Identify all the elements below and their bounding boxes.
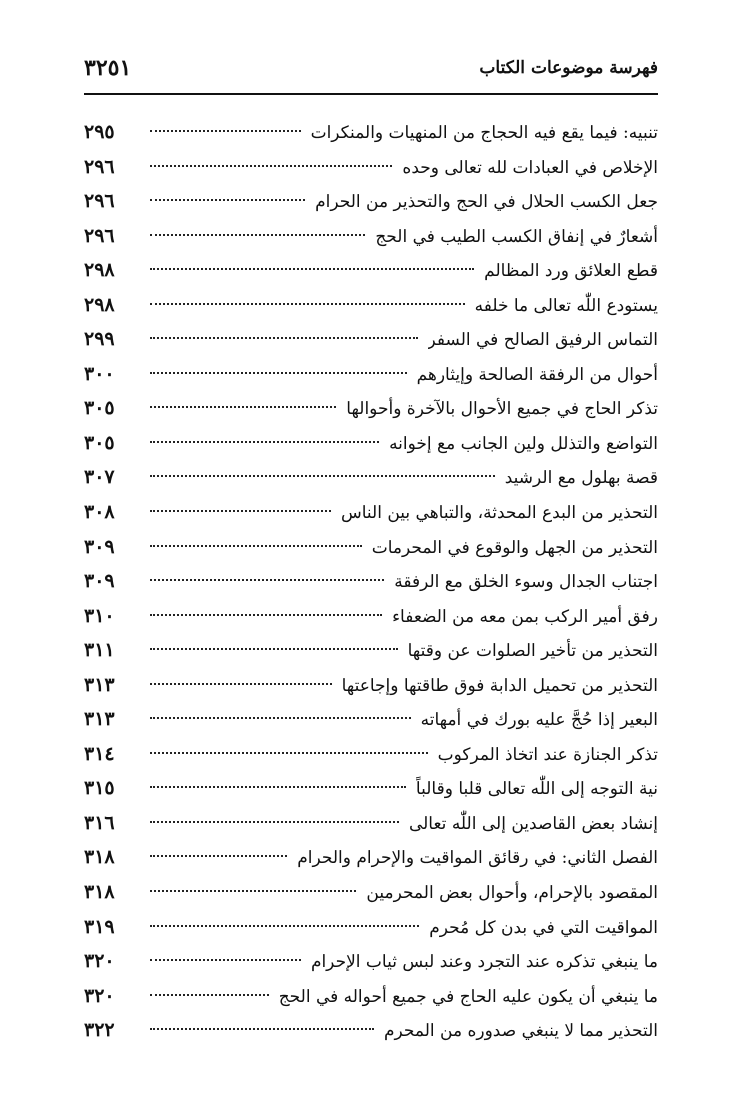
dot-leader [150,579,384,581]
toc-entry-page: ٢٩٩ [84,328,115,351]
toc-entry-page: ٢٩٦ [84,190,115,213]
table-of-contents [84,115,658,1048]
toc-entry-title: التحذير من تحميل الدابة فوق طاقتها وإجاعتها [341,675,658,696]
toc-entry-page: ٣١٩ [84,915,115,938]
toc-entry [84,184,658,219]
toc-entry-title: نية التوجه إلى اللّٰه تعالى قلبا وقالباً [415,779,658,800]
toc-entry-title: قطع العلائق ورد المظالم [484,261,658,282]
dot-leader [150,303,465,305]
toc-entry-title: ما ينبغي تذكره عند التجرد وعند لبس ثياب الإحرام [310,952,658,973]
dot-leader [150,994,269,996]
dot-leader [150,959,301,961]
dot-leader [150,475,495,477]
toc-entry-title: التواضع والتذلل ولين الجانب مع إخوانه [389,433,658,454]
toc-entry-page: ٢٩٨ [84,259,115,282]
dot-leader [150,855,287,857]
page-number: ٣٢٥١ [84,55,132,81]
toc-entry [84,737,658,772]
toc-entry [84,115,658,150]
toc-entry-page: ٢٩٦ [84,224,115,247]
dot-leader [150,752,428,754]
toc-entry [84,253,658,288]
dot-leader [150,268,474,270]
toc-entry [84,322,658,357]
toc-entry-title: التحذير من البدع المحدثة، والتباهي بين الناس [340,503,658,524]
toc-entry [84,599,658,634]
toc-entry-page: ٣٠٥ [84,431,115,454]
toc-entry [84,702,658,737]
dot-leader [150,717,411,719]
toc-entry-title: جعل الكسب الحلال في الحج والتحذير من الحرام [315,192,658,213]
dot-leader [150,441,379,443]
header-title: فهرسة موضوعات الكتاب [479,58,658,78]
toc-entry-title: يستودع اللّٰه تعالى ما خلفه [474,295,658,316]
toc-entry-page: ٣٢٢ [84,1019,115,1042]
toc-entry-title: إنشاد بعض القاصدين إلى اللّٰه تعالى [408,813,658,834]
toc-entry-page: ٣٢٠ [84,950,115,973]
toc-entry-title: ما ينبغي أن يكون عليه الحاج في جميع أحواله في الحج [278,986,658,1007]
header-divider [84,93,658,95]
toc-entry [84,288,658,323]
dot-leader [150,648,398,650]
toc-entry-title: المواقيت التي في بدن كل مُحرم [429,917,658,938]
toc-entry-title: التحذير مما لا ينبغي صدوره من المحرم [384,1021,658,1042]
toc-entry [84,979,658,1014]
toc-entry-page: ٢٩٦ [84,155,115,178]
dot-leader [150,545,362,547]
toc-entry [84,875,658,910]
toc-entry [84,633,658,668]
toc-entry-page: ٣١٤ [84,742,115,765]
toc-entry-page: ٢٩٥ [84,121,115,143]
toc-entry [84,530,658,565]
toc-entry-title: التماس الرفيق الصالح في السفر [427,330,658,351]
toc-entry [84,391,658,426]
toc-entry [84,668,658,703]
dot-leader [150,614,382,616]
toc-entry-page: ٣١٦ [84,811,115,834]
toc-entry [84,771,658,806]
toc-entry-page: ٣١٨ [84,881,115,904]
dot-leader [150,234,365,236]
toc-entry [84,495,658,530]
running-header [84,48,658,88]
toc-entry-page: ٣١٨ [84,846,115,869]
toc-entry-title: المقصود بالإحرام، وأحوال بعض المحرمين [366,883,658,904]
toc-entry-title: تنبيه: فيما يقع فيه الحجاج من المنهيات والمنكرات [310,123,658,143]
toc-entry [84,219,658,254]
toc-entry [84,910,658,945]
toc-entry-title: التحذير من تأخير الصلوات عن وقتها [407,641,658,662]
dot-leader [150,1028,374,1030]
toc-entry-page: ٢٩٨ [84,293,115,316]
toc-entry-page: ٣٢٠ [84,984,115,1007]
toc-entry [84,357,658,392]
toc-entry-title: التحذير من الجهل والوقوع في المحرمات [371,537,658,558]
toc-entry-page: ٣٠٩ [84,570,115,593]
toc-entry-page: ٣١٠ [84,604,115,627]
dot-leader [150,890,356,892]
toc-entry-page: ٣١١ [84,639,115,662]
dot-leader [150,130,301,132]
toc-entry-page: ٣١٣ [84,708,115,731]
toc-entry-page: ٣٠٧ [84,466,115,489]
toc-entry-page: ٣٠٠ [84,362,115,385]
toc-entry-title: الإخلاص في العبادات لله تعالى وحده [402,157,658,178]
toc-entry-title: اجتناب الجدال وسوء الخلق مع الرفقة [394,572,658,593]
toc-entry [84,806,658,841]
dot-leader [150,337,418,339]
toc-entry-title: تذكر الجنازة عند اتخاذ المركوب [437,744,658,765]
toc-entry-title: تذكر الحاج في جميع الأحوال بالآخرة وأحوالها [346,399,658,420]
dot-leader [150,786,406,788]
dot-leader [150,925,419,927]
dot-leader [150,821,399,823]
toc-entry-title: البعير إذا حُجَّ عليه بورك في أمهاته [420,710,658,731]
toc-entry-page: ٣١٥ [84,777,115,800]
dot-leader [150,372,407,374]
toc-entry [84,944,658,979]
toc-entry [84,426,658,461]
dot-leader [150,683,332,685]
toc-entry [84,840,658,875]
toc-entry [84,1013,658,1048]
toc-entry-title: أشعارٌ في إنفاق الكسب الطيب في الحج [375,226,658,247]
toc-entry-page: ٣٠٩ [84,535,115,558]
toc-entry-title: أحوال من الرفقة الصالحة وإيثارهم [416,364,658,385]
toc-entry-title: قصة بهلول مع الرشيد [504,468,658,489]
dot-leader [150,510,331,512]
toc-entry-page: ٣١٣ [84,673,115,696]
toc-entry [84,150,658,185]
toc-entry-title: رفق أمير الركب بمن معه من الضعفاء [392,606,658,627]
toc-entry [84,564,658,599]
toc-entry [84,460,658,495]
toc-entry-page: ٣٠٨ [84,501,115,524]
toc-entry-title: الفصل الثاني: في رقائق المواقيت والإحرام والحرام [297,848,658,869]
dot-leader [150,406,336,408]
dot-leader [150,199,305,201]
toc-entry-page: ٣٠٥ [84,397,115,420]
dot-leader [150,165,392,167]
